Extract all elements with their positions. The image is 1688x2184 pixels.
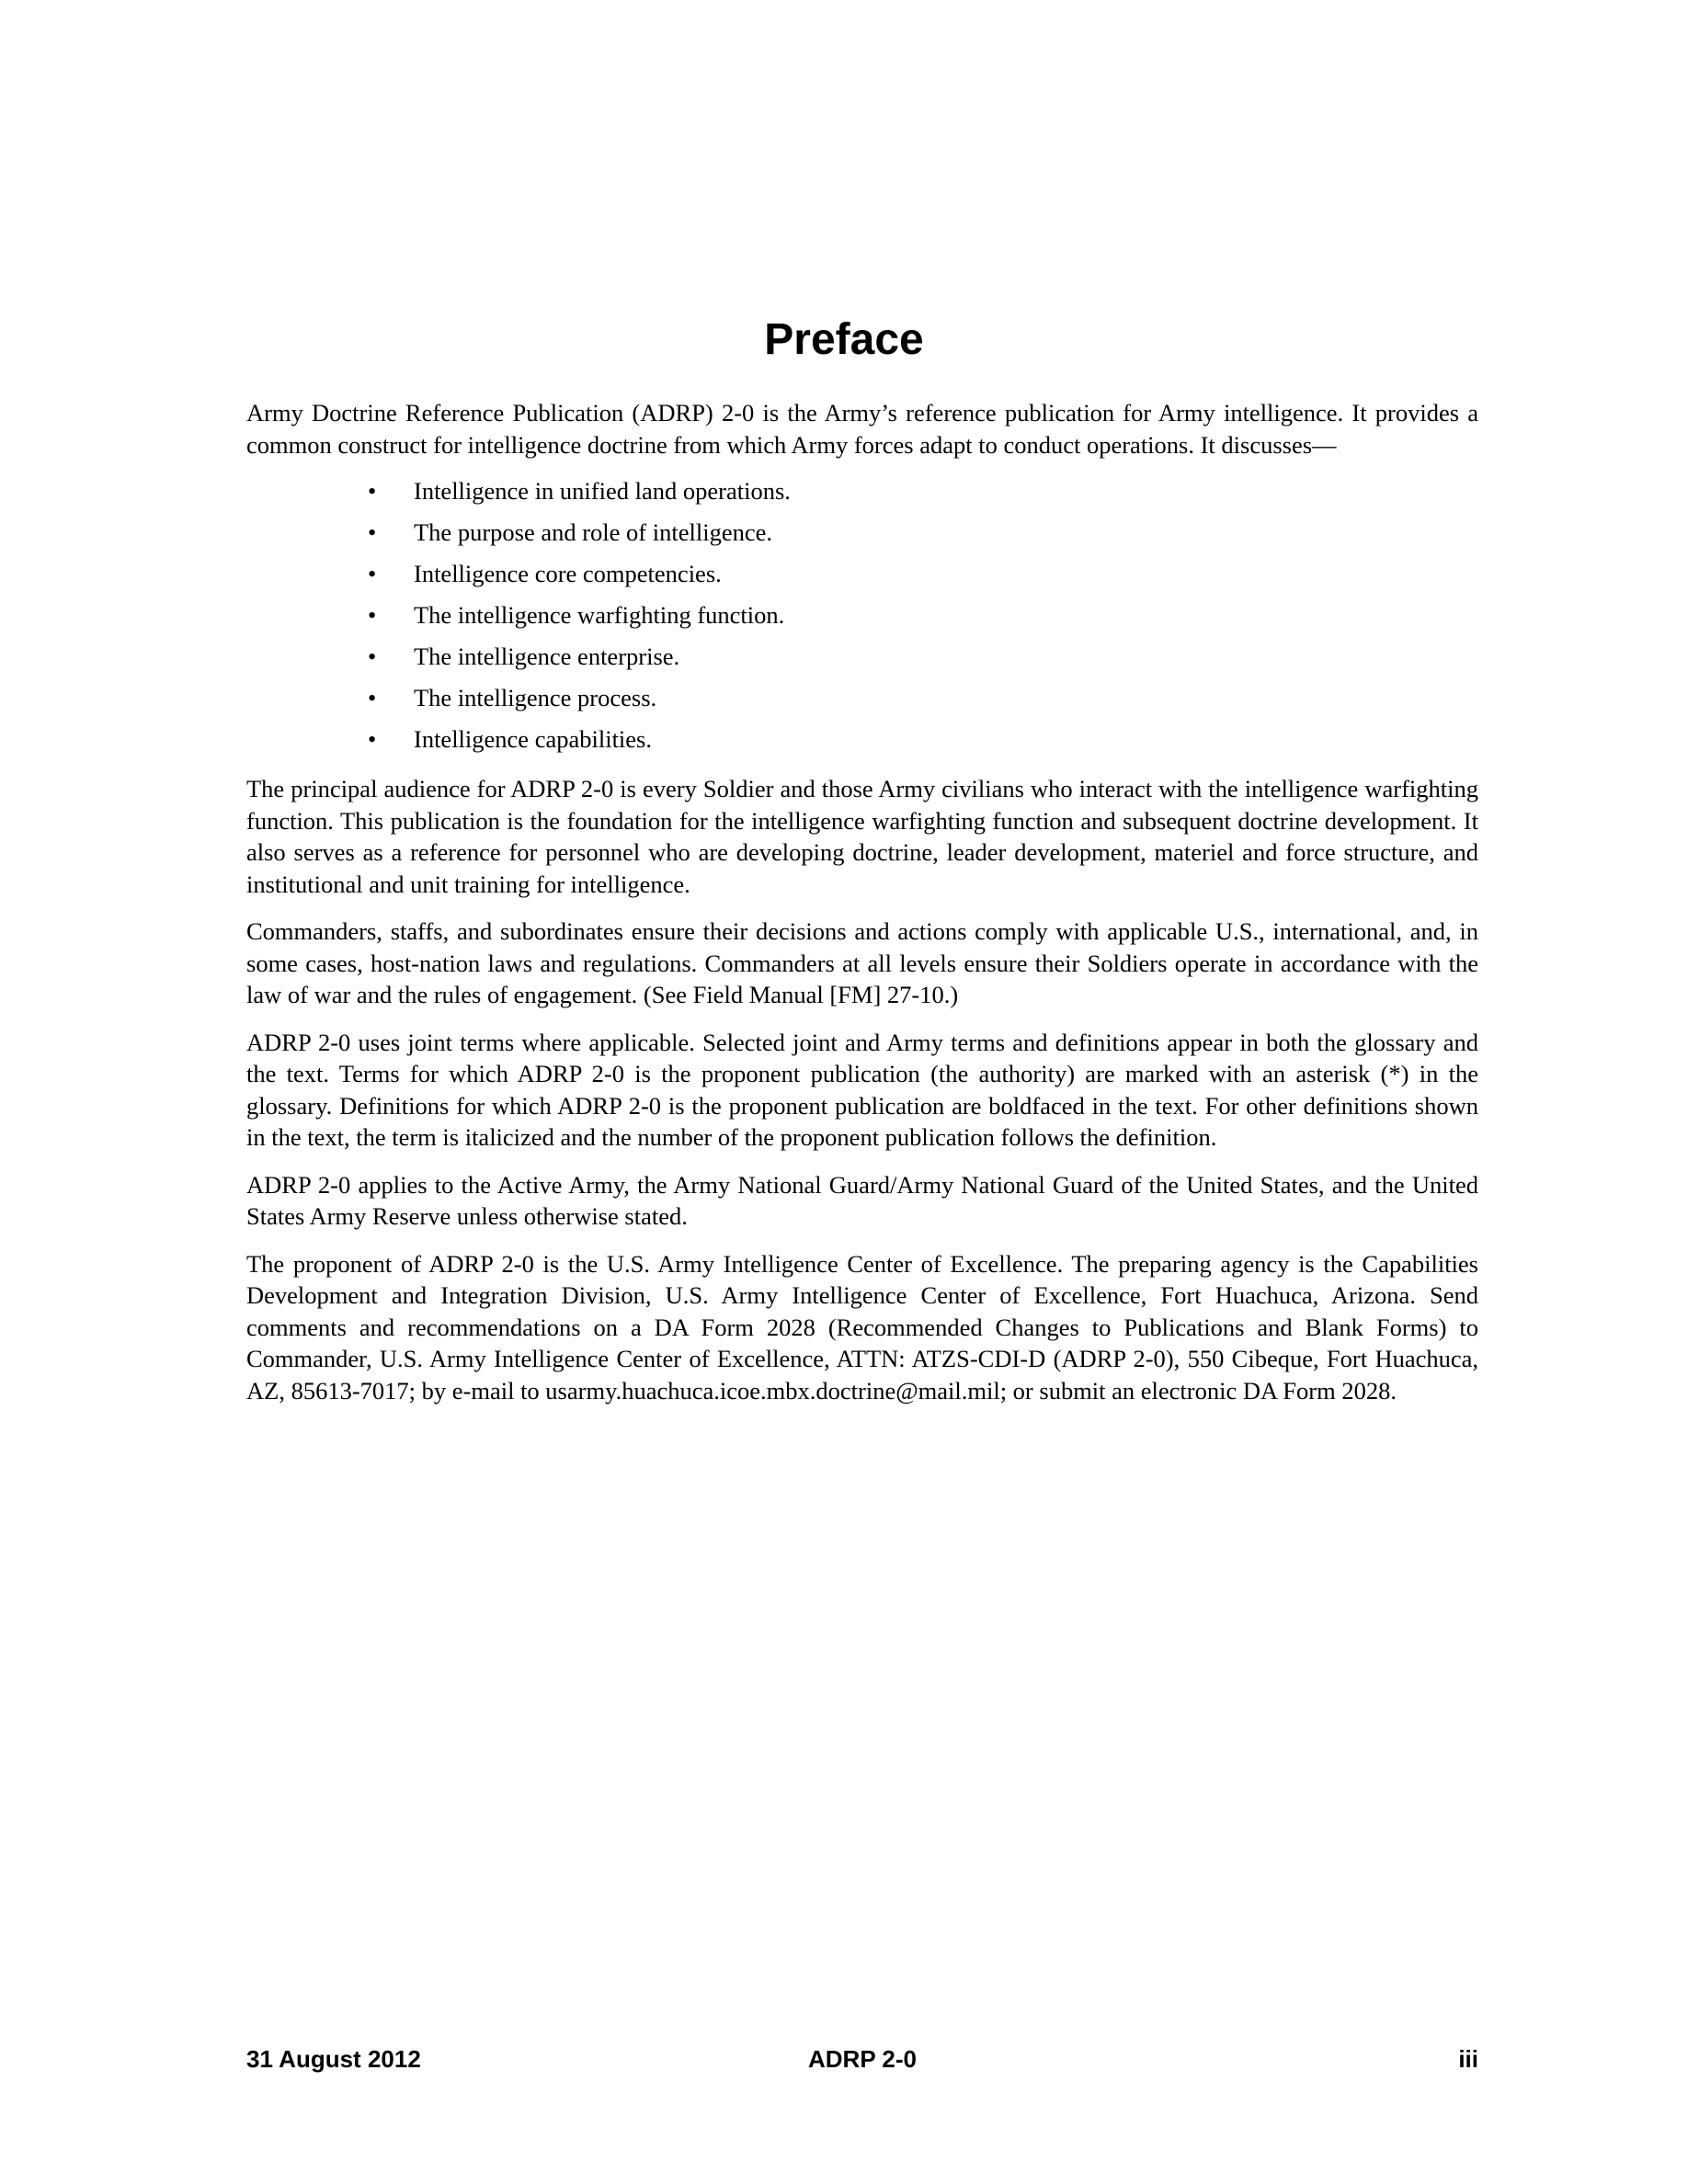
page-footer: [246, 2042, 1478, 2076]
bullet-icon: •: [368, 477, 377, 505]
applicability-paragraph: ADRP 2-0 applies to the Active Army, the Army National Guard/Army National Guard of the United States, and the United States Army Reserve unless otherwise stated.: [246, 1170, 1478, 1230]
bullet-icon: •: [368, 643, 377, 670]
proponent-paragraph: The proponent of ADRP 2-0 is the U.S. Army Intelligence Center of Excellence. The preparing agency is the Capabilities Development and Integration Division, U.S. Army Intelligence Center of Excellence, Fort Huachuca, Arizona. Send comments and recommendations on a DA Form 2028 (Recommended Changes to Publications and Blank Forms) to Commander, U.S. Army Intelligence Center of Excellence, ATTN: ATZS-CDI-D (ADRP 2-0), 550 Cibeque, Fort Huachuca, AZ, 85613-7017; by e-mail to usarmy.huachuca.icoe.mbx.doctrine@mail.mil; or submit an electronic DA Form 2028.: [246, 1249, 1478, 1405]
footer-date: 31 August 2012: [246, 2045, 421, 2073]
footer-page-number: iii: [1458, 2045, 1478, 2073]
list-item: [246, 636, 1478, 677]
bullet-icon: •: [368, 684, 377, 711]
bullet-icon: •: [368, 518, 377, 546]
bullet-icon: •: [368, 601, 377, 629]
list-item: [246, 677, 1478, 719]
list-item: [246, 512, 1478, 553]
topics-list: [246, 471, 1478, 760]
list-item-text: Intelligence core competencies.: [414, 560, 722, 587]
terms-paragraph: ADRP 2-0 uses joint terms where applicable. Selected joint and Army terms and definitions appear in both the glossary and the text. Terms for which ADRP 2-0 is the proponent publication (the authority) are marked with an asterisk (*) in the glossary. Definitions for which ADRP 2-0 is the proponent publication are boldfaced in the text. For other definitions shown in the text, the term is italicized and the number of the proponent publication follows the definition.: [246, 1028, 1478, 1151]
list-item-text: The intelligence enterprise.: [414, 643, 680, 670]
intro-paragraph: Army Doctrine Reference Publication (ADRP) 2-0 is the Army’s reference publication for Army intelligence. It provides a common construct for intelligence doctrine from which Army forces adapt to conduct operations. It discusses—: [246, 399, 1478, 459]
list-item-text: The intelligence process.: [414, 684, 657, 711]
bullet-icon: •: [368, 725, 377, 753]
list-item: [246, 553, 1478, 595]
footer-publication: ADRP 2-0: [807, 2045, 917, 2073]
list-item: [246, 595, 1478, 636]
list-item-text: The intelligence warfighting function.: [414, 601, 785, 629]
list-item: [246, 471, 1478, 512]
preface-body: [246, 397, 1478, 1422]
list-item-text: Intelligence in unified land operations.: [414, 477, 791, 505]
list-item-text: Intelligence capabilities.: [414, 725, 652, 753]
compliance-paragraph: Commanders, staffs, and subordinates ensure their decisions and actions comply with applicable U.S., international, and, in some cases, host-nation laws and regulations. Commanders at all levels ensure their Soldiers operate in accordance with the law of war and the rules of engagement. (See Field Manual [FM] 27-10.): [246, 917, 1478, 1008]
audience-paragraph: The principal audience for ADRP 2-0 is every Soldier and those Army civilians who interact with the intelligence warfighting function. This publication is the foundation for the intelligence warfighting function and subsequent doctrine development. It also serves as a reference for personnel who are developing doctrine, leader development, materiel and force structure, and institutional and unit training for intelligence.: [246, 775, 1478, 898]
list-item-text: The purpose and role of intelligence.: [414, 518, 772, 546]
list-item: [246, 719, 1478, 760]
page-title: Preface: [764, 315, 924, 364]
bullet-icon: •: [368, 560, 377, 587]
